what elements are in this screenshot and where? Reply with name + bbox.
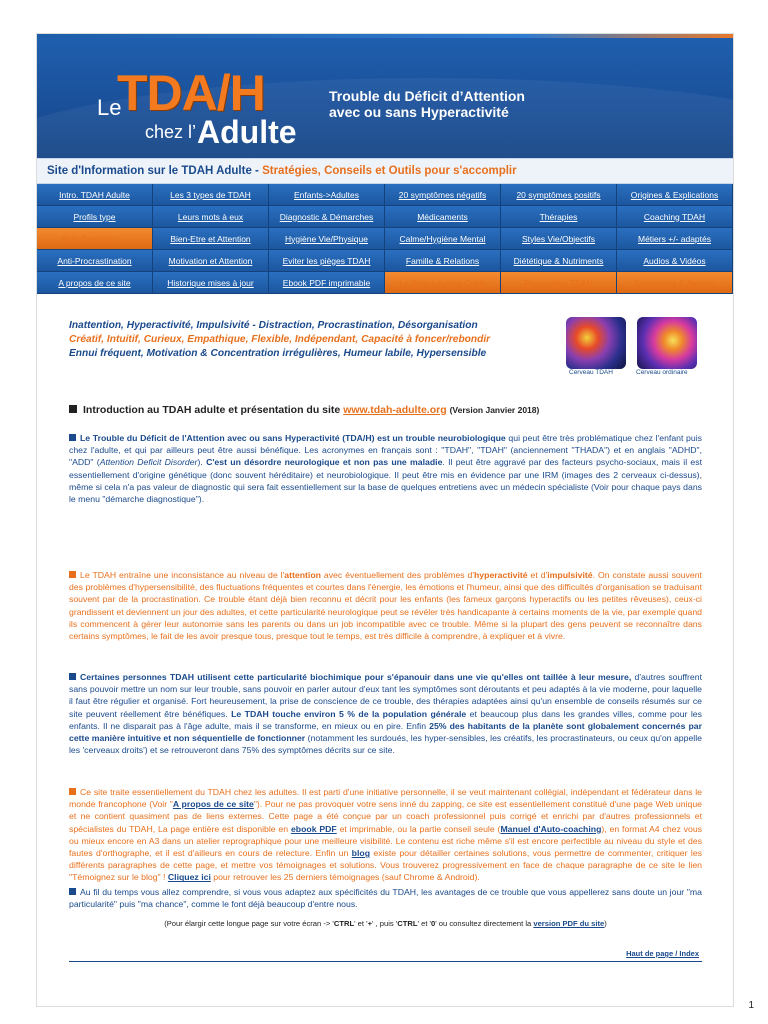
note-t4: ' et ' — [417, 919, 431, 928]
brain-tdah-caption: Cerveau TDAH — [569, 369, 613, 376]
nav-link[interactable]: Coaching TDAH — [617, 206, 733, 228]
nav-link[interactable]: Le Blog + Autres Outils — [385, 272, 501, 294]
logo-chez: chez l’ — [145, 122, 197, 142]
click-here-link[interactable]: Cliquez ici — [167, 872, 211, 883]
nav-link[interactable]: Calme/Hygiène Mental — [385, 228, 501, 250]
orange-square-icon — [69, 571, 76, 578]
p3-t2: d'autres souffrent sans pouvoir mettre un nom sur leur trouble, sans pouvoir en parler autour d'eux tant les symptômes sont déroutants et peu adaptés à la vie moderne, pour laquelle il faut être régulier et organisé. Fort heureusement, la prise de conscience de ce trouble, des thérapies adaptées ainsi qu'un ensemble de conseils résumés sur ce site peuvent réellement être bénéfiques. — [69, 672, 702, 719]
p2-t3: avec éventuellement des problèmes d' — [320, 570, 474, 580]
nav-link[interactable]: Styles Vie/Objectifs — [501, 228, 617, 250]
logo-tdah: TDA/H — [117, 65, 265, 121]
site-title-bar — [37, 158, 733, 184]
site-title-sep: - — [251, 165, 263, 177]
p3-t1: Certaines personnes TDAH utilisent cette particularité biochimique pour s'épanouir dans une vie qu'elles ont taillée à leur mesure, — [80, 672, 632, 682]
pdf-version-link[interactable]: version PDF du site — [533, 919, 605, 928]
nav-row — [37, 272, 733, 294]
p3-t4: et beaucoup plus dans les grandes villes, comme pour les enfants. Il ne disparait pas à l'âge adulte, mais il se transforme, en mieux ou en pire. Enfin — [69, 708, 702, 731]
note-t2: ' et ' — [354, 919, 368, 928]
brain-tdah-image — [566, 317, 626, 369]
back-to-top-link[interactable]: Haut de page / Index — [626, 949, 699, 958]
p1-t2: qui peut être très problématique chez l'enfant puis chez l'adulte, et qui par ailleurs peut être aussi bénéfique. Les acronymes en français sont : "TDAH", "TDAH" (anciennement "THADA") et en anglais "ADHD", "ADD" ( — [69, 433, 702, 468]
nav-link[interactable]: Les 3 types de TDAH — [153, 184, 269, 206]
nav-link[interactable]: Profils type — [37, 206, 153, 228]
tagline-line1: Trouble du Déficit d’Attention — [329, 88, 525, 104]
p4-t6: pour retrouver les 25 derniers témoignages (sauf Chrome & Android). — [210, 872, 480, 883]
nav-row — [37, 206, 733, 228]
brain-ordinary-caption: Cerveau ordinaire — [636, 369, 688, 376]
section-version: (Version Janvier 2018) — [449, 405, 540, 415]
about-site-link[interactable]: A propos de ce site — [172, 799, 254, 810]
logo-le: Le — [97, 95, 122, 120]
p3-t6: (notamment les surdoués, les hyper-sensibles, les créatifs, les procrastinateurs, ou ceux qu'on appelle les 'cerveaux droits') et se retrouveront dans 75% des symptômes décrits sur ce site. — [69, 733, 702, 756]
divider-line — [69, 961, 702, 962]
p1-t4: ). — [197, 457, 207, 468]
paragraph-3 — [69, 671, 702, 756]
nav-link[interactable]: Diagnostic & Démarches — [269, 206, 385, 228]
ebook-pdf-link[interactable]: ebook PDF — [290, 823, 337, 834]
note-k3: CTRL — [397, 919, 418, 928]
zoom-note — [69, 919, 702, 928]
nav-link[interactable]: 20 symptômes positifs — [501, 184, 617, 206]
p2-t5: et d' — [527, 570, 548, 580]
orange-square-icon — [69, 788, 76, 795]
nav-link[interactable]: Rencontres TDAH — [501, 272, 617, 294]
p1-t5: C'est un désordre neurologique et non pas une maladie — [206, 457, 443, 468]
nav-link[interactable]: Enfants->Adultes — [269, 184, 385, 206]
nav-link[interactable]: Audios & Vidéos — [617, 250, 733, 272]
blue-square-icon — [69, 888, 76, 895]
p2-t7: . On constate aussi souvent des problèmes d'hypersensibilité, des fluctuations fréquentes et courtes dans l'énergie, les émotions et l'humeur, ainsi que des difficultés d'organisation se traduisant souvent par de la procrastination. Ce trouble étant déjà bien reconnu et décrit pour les enfants (les fameux garçons hyperactifs ou les petites rêveuses), ceux-ci grandissent et deviennent un jour des adultes, et cette particularité neurologique peut se révéler très handicapante à certains moments de la vie, par exemple quand ils commencent à gérer leur autonomie sans les parents ou dans un job incompatible avec ce trouble. Même si la plupart des gens peuvent se reconnaître dans certains symptômes, le fait de les avoir presque tous, presque tout le temps, est très difficile à comprendre, à expliquer et à vivre. — [69, 570, 702, 642]
blog-link[interactable]: blog — [351, 848, 371, 859]
manual-auto-coaching-link[interactable]: Manuel d'Auto-coaching — [500, 823, 602, 834]
note-k1: CTRL — [333, 919, 355, 928]
nav-link[interactable]: Métiers +/- adaptés — [617, 228, 733, 250]
nav-link[interactable]: Eviter les pièges TDAH — [269, 250, 385, 272]
nav-link[interactable]: Auto-Coaching → — [37, 228, 153, 250]
site-title-sub: Stratégies, Conseils et Outils pour s'accomplir — [262, 165, 517, 177]
p1-t1: Le Trouble du Déficit de l'Attention avec ou sans Hyperactivité (TDA/H) est un trouble neurobiologique — [80, 433, 506, 443]
blue-square-icon — [69, 673, 76, 680]
p2-t1: Le TDAH entraîne une inconsistance au niveau de l' — [80, 570, 285, 580]
paragraph-4 — [69, 786, 702, 884]
nav-link[interactable]: Origines & Explications — [617, 184, 733, 206]
brain-ordinary-image — [637, 317, 697, 369]
section-title — [69, 404, 539, 416]
intro-line2: Créatif, Intuitif, Curieux, Empathique, Flexible, Indépendant, Capacité à foncer/rebondir — [69, 333, 491, 345]
document-page — [36, 33, 734, 1007]
main-nav — [37, 184, 733, 294]
p4-t2: "). Pour ne pas provoquer votre sens inné du zapping, ce site est essentiellement constitué d'une page Web unique et ne contient quasiment pas de liens externes. Cette page a été conçue par un coach professionnel puis corrigé et enrichi par d'autres professionnels et spécialistes du TDAH, La page entière est disponible en — [69, 799, 702, 834]
site-url-link[interactable]: www.tdah-adulte.org — [343, 404, 447, 416]
note-k2: + — [367, 919, 373, 928]
nav-link[interactable]: Historique mises à jour — [153, 272, 269, 294]
nav-link[interactable]: Famille & Relations — [385, 250, 501, 272]
note-t3: ' , puis ' — [372, 919, 398, 928]
site-banner — [37, 38, 733, 158]
site-title-main: Site d'Information sur le TDAH Adulte — [47, 165, 252, 177]
p3-t3: Le TDAH touche environ 5 % de la population générale — [231, 708, 467, 719]
nav-link[interactable]: Hygiène Vie/Physique — [269, 228, 385, 250]
nav-link[interactable]: Motivation et Attention — [153, 250, 269, 272]
nav-link[interactable]: Médicaments — [385, 206, 501, 228]
p2-t4: hyperactivité — [474, 570, 528, 580]
p1-t6: . Il peut être aggravé par des facteurs psycho-sociaux, mais il est essentiellement d'origine génétique (donc souvent héréditaire) et neurobiologique. Il peut être mis en évidence par une IRM (images des 2 cerveaux ci-dessus), même si cela n'a pas valeur de diagnostic qui sera fait essentiellement sur la base de quelques entretiens avec un médecin spécialiste (Voir pour chaque pays dans le menu "démarche diagnostique"). — [69, 457, 702, 505]
paragraph-2 — [69, 569, 702, 642]
nav-link[interactable]: Ebook PDF imprimable — [269, 272, 385, 294]
nav-link[interactable]: Anti-Procrastination — [37, 250, 153, 272]
p1-t3: Attention Deficit Disorder — [99, 457, 198, 468]
nav-link[interactable]: Bien-Etre et Attention — [153, 228, 269, 250]
tagline-line2: avec ou sans Hyperactivité — [329, 104, 509, 120]
intro-line1: Inattention, Hyperactivité, Impulsivité - Distraction, Procrastination, Désorganisation — [69, 320, 478, 331]
nav-link[interactable]: Leurs mots à eux — [153, 206, 269, 228]
section-title-text: Introduction au TDAH adulte et présentation du site — [83, 404, 341, 416]
p2-t6: impulsivité — [547, 570, 593, 580]
p4-t4: ), en format A4 chez vous ou mieux encore en A3 dans un atelier reprographique pour une meilleure visibilité. Le contenu est riche même s'il est encore perfectible au niveau du style et des fautes d'orthographe, et il est d'ailleurs en cours de relecture. Enfin un — [69, 823, 703, 859]
nav-link[interactable]: Thérapies — [501, 206, 617, 228]
nav-link[interactable]: 20 symptômes négatifs — [385, 184, 501, 206]
p2-t2: attention — [284, 570, 321, 580]
note-k4: 0 — [431, 919, 436, 928]
nav-link[interactable]: Intro. TDAH Adulte — [37, 184, 153, 206]
blue-square-icon — [69, 434, 76, 441]
p3-t5: 25% des habitants de la planète sont globalement concernés par cette manière intuitive et non séquentielle de fonctionner — [69, 720, 702, 744]
banner-tagline — [329, 88, 525, 120]
note-t5: ' ou consultez directement la — [435, 919, 534, 928]
black-square-icon — [69, 405, 77, 413]
intro-keywords — [69, 319, 539, 360]
p4-t3: et imprimable, ou la partie conseil seule ( — [336, 823, 501, 834]
logo-adulte: Adulte — [197, 114, 297, 150]
p4-t1: Ce site traite essentiellement du TDAH chez les adultes. Il est parti d'une initiative personnelle, il se veut maintenant collégial, indépendant et fédérateur dans le monde francophone (Voir " — [69, 787, 702, 810]
p4-t5: existe pour détailler certaines solutions, vous permettre de commenter, critiquer les différents paragraphes de cette page, et mettre vos témoignages et solutions. Vous trouverez progressivement en face de chaque paragraphe de ce site le lien "Témoignez sur le blog" ! — [69, 848, 702, 883]
nav-link[interactable]: Séminaires & Ateliers — [617, 272, 733, 294]
note-t6: ) — [604, 919, 607, 928]
page-number: 1 — [748, 1000, 754, 1011]
nav-link[interactable]: A propos de ce site — [37, 272, 153, 294]
nav-link[interactable]: Diététique & Nutriments — [501, 250, 617, 272]
paragraph-1 — [69, 432, 702, 505]
intro-line3: Ennui fréquent, Motivation & Concentration irrégulières, Humeur labile, Hypersensible — [69, 347, 487, 359]
paragraph-5 — [69, 886, 702, 910]
p5-t1: Au fil du temps vous allez comprendre, si vous vous adaptez aux spécificités du TDAH, les avantages de ce trouble que vous appellerez sans doute un jour "ma particularité" puis "ma chance", comme le font déjà beaucoup d'entre nous. — [69, 887, 702, 910]
nav-row — [37, 228, 733, 250]
nav-row — [37, 250, 733, 272]
note-t1: (Pour élargir cette longue page sur votre écran -> ' — [164, 919, 334, 928]
nav-row — [37, 184, 733, 206]
